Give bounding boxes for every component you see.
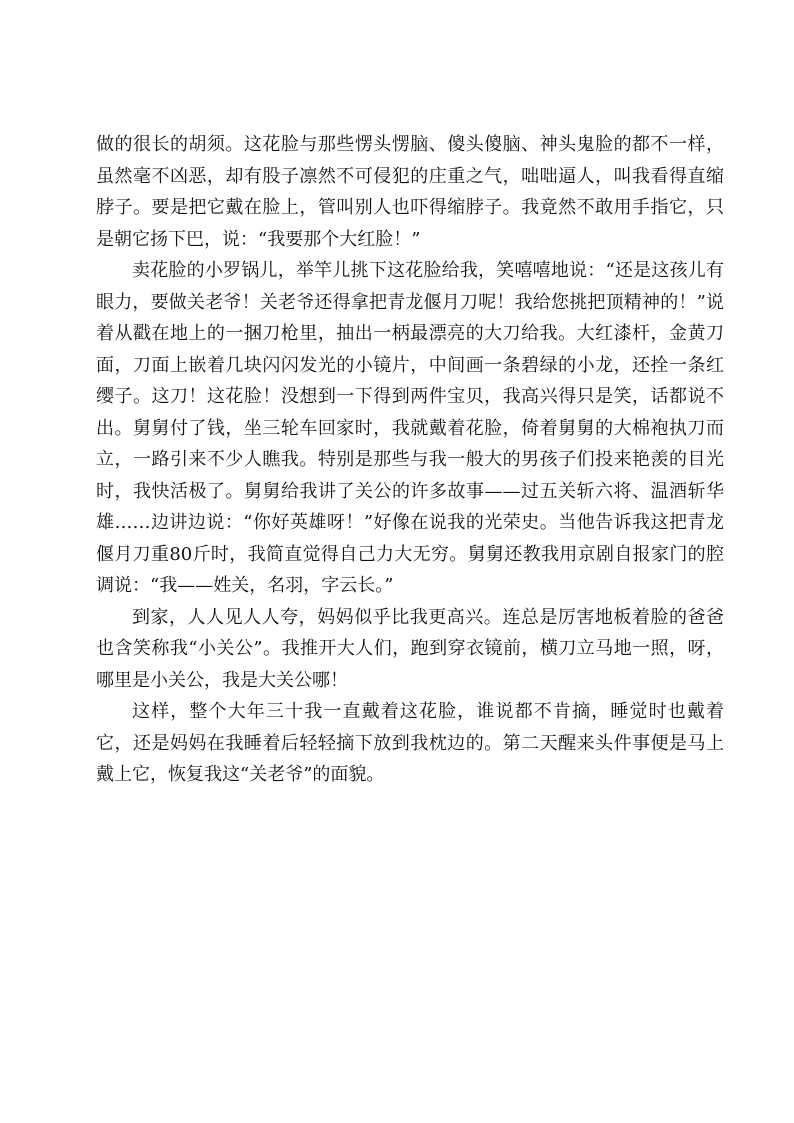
paragraph-1: 做的很长的胡须。这花脸与那些愣头愣脑、傻头傻脑、神头鬼脸的都不一样，虽然毫不凶恶，却有股子凛然不可侵犯的庄重之气，咄咄逼人，叫我看得直缩脖子。要是把它戴在脸上，管叫别人也吓得缩脖子。我竟然不敢用手指它，只是朝它扬下巴，说：“我要那个大红脸！” xyxy=(96,134,724,250)
paragraph-2: 卖花脸的小罗锅儿，举竿儿挑下这花脸给我，笑嘻嘻地说：“还是这孩儿有眼力，要做关老爷！关老爷还得拿把青龙偃月刀呢！我给您挑把顶精神的！”说着从戳在地上的一捆刀枪里，抽出一柄最漂亮的大刀给我。大红漆杆，金黄刀面，刀面上嵌着几块闪闪发光的小镜片，中间画一条碧绿的小龙，还拴一条红缨子。这刀！这花脸！没想到一下得到两件宝贝，我高兴得只是笑，话都说不出。舅舅付了钱，坐三轮车回家时，我就戴着花脸，倚着舅舅的大棉袍执刀而立，一路引来不少人瞧我。特别是那些与我一般大的男孩子们投来艳羡的目光时，我快活极了。舅舅给我讲了关公的许多故事——过五关斩六将、温酒斩华雄……边讲边说：“你好英雄呀！”好像在说我的光荣史。当他告诉我这把青龙偃月刀重80斤时，我简直觉得自己力大无穷。舅舅还教我用京剧自报家门的腔调说：“我——姓关，名羽，字云长。” xyxy=(96,260,724,596)
document-body xyxy=(96,129,724,791)
paragraph-4: 这样，整个大年三十我一直戴着这花脸，谁说都不肯摘，睡觉时也戴着它，还是妈妈在我睡着后轻轻摘下放到我枕边的。第二天醒来头件事便是马上戴上它，恢复我这“关老爷”的面貌。 xyxy=(96,701,724,785)
paragraph-3: 到家，人人见人人夸，妈妈似乎比我更高兴。连总是厉害地板着脸的爸爸也含笑称我“小关公”。我推开大人们，跑到穿衣镜前，横刀立马地一照，呀，哪里是小关公，我是大关公哪！ xyxy=(96,606,724,691)
